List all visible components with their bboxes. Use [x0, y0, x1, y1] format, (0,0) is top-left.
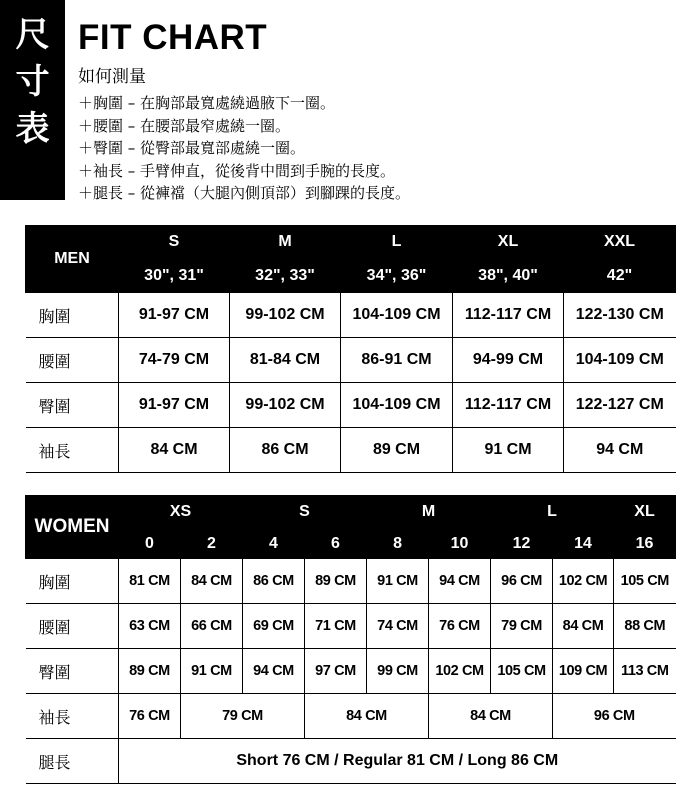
instruction-hip: ＋臀圍 – 從臀部最寬部處繞一圈。 — [78, 139, 306, 157]
table-cell: 112-117 CM — [453, 293, 564, 338]
men-size-table — [25, 225, 676, 473]
table-cell: 71 CM — [305, 604, 367, 649]
table-cell: 102 CM — [553, 559, 614, 604]
table-cell: 76 CM — [119, 694, 181, 739]
instruction-chest: ＋胸圍 – 在胸部最寬處繞過腋下一圈。 — [78, 94, 336, 112]
row-label: 胸圍 — [26, 559, 119, 604]
women-num-0: 0 — [119, 529, 181, 559]
men-inch-m: 32", 33" — [230, 259, 341, 293]
women-num-8: 8 — [367, 529, 429, 559]
table-cell: 84 CM — [119, 428, 230, 473]
men-size-l: L — [341, 226, 453, 259]
table-cell: 91-97 CM — [119, 293, 230, 338]
women-num-10: 10 — [429, 529, 491, 559]
table-cell: 104-109 CM — [341, 383, 453, 428]
table-cell: 96 CM — [491, 559, 553, 604]
table-cell: 105 CM — [491, 649, 553, 694]
inseam-value: Short 76 CM / Regular 81 CM / Long 86 CM — [119, 739, 676, 784]
table-cell: 94 CM — [243, 649, 305, 694]
table-cell: 79 CM — [181, 694, 305, 739]
table-cell: 122-127 CM — [564, 383, 676, 428]
row-label: 臀圍 — [26, 649, 119, 694]
women-size-table — [25, 495, 676, 784]
men-inch-xxl: 42" — [564, 259, 676, 293]
women-size-xl: XL — [614, 496, 676, 529]
men-row-waist — [26, 338, 676, 383]
table-cell: 112-117 CM — [453, 383, 564, 428]
table-cell: 89 CM — [119, 649, 181, 694]
table-cell: 99-102 CM — [230, 293, 341, 338]
measure-instructions — [78, 92, 410, 205]
women-num-16: 16 — [614, 529, 676, 559]
row-label: 臀圍 — [26, 383, 119, 428]
women-num-14: 14 — [553, 529, 614, 559]
women-num-2: 2 — [181, 529, 243, 559]
table-cell: 86-91 CM — [341, 338, 453, 383]
table-cell: 63 CM — [119, 604, 181, 649]
women-num-12: 12 — [491, 529, 553, 559]
women-size-s: S — [243, 496, 367, 529]
men-size-m: M — [230, 226, 341, 259]
table-cell: 81 CM — [119, 559, 181, 604]
women-size-xs: XS — [119, 496, 243, 529]
women-row-waist — [26, 604, 676, 649]
table-cell: 76 CM — [429, 604, 491, 649]
table-cell: 96 CM — [553, 694, 676, 739]
table-cell: 105 CM — [614, 559, 676, 604]
table-cell: 91 CM — [181, 649, 243, 694]
table-cell: 89 CM — [341, 428, 453, 473]
table-cell: 84 CM — [181, 559, 243, 604]
side-tag — [0, 0, 65, 200]
table-cell: 99-102 CM — [230, 383, 341, 428]
women-size-m: M — [367, 496, 491, 529]
men-inch-s: 30", 31" — [119, 259, 230, 293]
row-label: 胸圍 — [26, 293, 119, 338]
row-label: 腰圍 — [26, 604, 119, 649]
row-label: 袖長 — [26, 428, 119, 473]
women-row-chest — [26, 559, 676, 604]
table-cell: 84 CM — [553, 604, 614, 649]
instruction-sleeve: ＋袖長 – 手臂伸直，從後背中間到手腕的長度。 — [78, 161, 396, 180]
table-cell: 94 CM — [429, 559, 491, 604]
table-cell: 88 CM — [614, 604, 676, 649]
men-label: MEN — [26, 226, 119, 293]
women-row-inseam — [26, 739, 676, 784]
women-row-hip — [26, 649, 676, 694]
table-cell: 113 CM — [614, 649, 676, 694]
men-size-xl: XL — [453, 226, 564, 259]
table-cell: 74 CM — [367, 604, 429, 649]
table-cell: 81-84 CM — [230, 338, 341, 383]
table-cell: 99 CM — [367, 649, 429, 694]
row-label: 腿長 — [26, 739, 119, 784]
table-cell: 84 CM — [305, 694, 429, 739]
table-cell: 109 CM — [553, 649, 614, 694]
table-cell: 97 CM — [305, 649, 367, 694]
table-cell: 94 CM — [564, 428, 676, 473]
instruction-inseam: ＋腿長 – 從褲襠（大腿內側頂部）到腳踝的長度。 — [78, 184, 411, 202]
table-cell: 74-79 CM — [119, 338, 230, 383]
table-cell: 86 CM — [230, 428, 341, 473]
table-cell: 89 CM — [305, 559, 367, 604]
table-cell: 84 CM — [429, 694, 553, 739]
men-size-xxl: XXL — [564, 226, 676, 259]
table-cell: 69 CM — [243, 604, 305, 649]
table-cell: 91 CM — [367, 559, 429, 604]
men-row-hip — [26, 383, 676, 428]
row-label: 袖長 — [26, 694, 119, 739]
women-row-sleeve — [26, 694, 676, 739]
side-tag-char: 尺 — [15, 15, 50, 55]
table-cell: 94-99 CM — [453, 338, 564, 383]
table-cell: 122-130 CM — [564, 293, 676, 338]
table-cell: 66 CM — [181, 604, 243, 649]
how-to-measure-heading: 如何測量 — [78, 67, 146, 87]
instruction-waist: ＋腰圍 – 在腰部最窄處繞一圈。 — [78, 116, 291, 135]
men-row-sleeve — [26, 428, 676, 473]
table-cell: 102 CM — [429, 649, 491, 694]
table-cell: 86 CM — [243, 559, 305, 604]
men-size-s: S — [119, 226, 230, 259]
men-inch-header-row — [26, 259, 676, 293]
women-label: WOMEN — [26, 496, 119, 559]
page-title: FIT CHART — [78, 18, 268, 57]
row-label: 腰圍 — [26, 338, 119, 383]
men-size-header-row — [26, 226, 676, 259]
women-size-l: L — [491, 496, 614, 529]
women-num-6: 6 — [305, 529, 367, 559]
table-cell: 104-109 CM — [564, 338, 676, 383]
women-number-header-row — [26, 529, 676, 559]
women-size-header-row — [26, 496, 676, 529]
table-cell: 91-97 CM — [119, 383, 230, 428]
side-tag-char: 寸 — [15, 62, 50, 102]
table-cell: 91 CM — [453, 428, 564, 473]
side-tag-char: 表 — [15, 109, 50, 149]
women-num-4: 4 — [243, 529, 305, 559]
table-cell: 104-109 CM — [341, 293, 453, 338]
table-cell: 79 CM — [491, 604, 553, 649]
men-inch-l: 34", 36" — [341, 259, 453, 293]
men-inch-xl: 38", 40" — [453, 259, 564, 293]
men-row-chest — [26, 293, 676, 338]
